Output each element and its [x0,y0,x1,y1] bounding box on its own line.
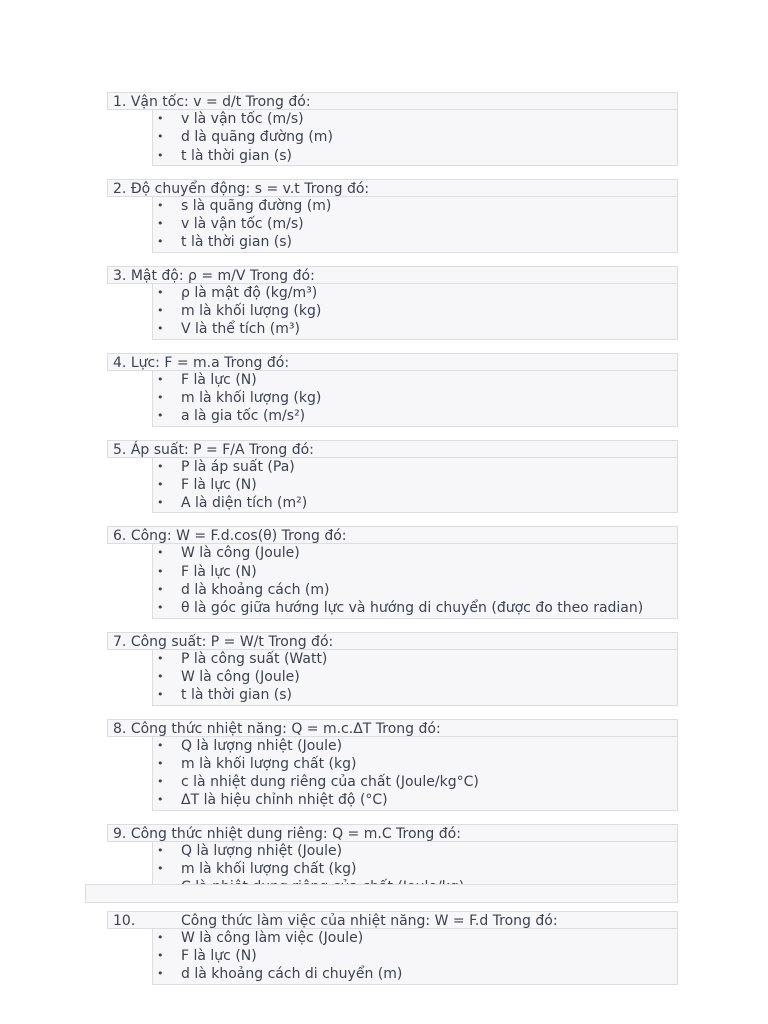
formula-item-1-definitions [152,109,678,166]
list-item: • d là quãng đường (m) [153,128,677,146]
list-item: • c là nhiệt dung riêng của chất (Joule/kg°C) [153,773,677,791]
formula-item-2-definitions [152,196,678,253]
item-number: 7. [113,633,127,650]
formula-item-4-definitions [152,370,678,427]
formula-item-10-definitions [152,928,678,985]
item-number: 5. [113,441,127,458]
item-title: Mật độ: ρ = m/V Trong đó: [130,267,315,284]
list-item: • v là vận tốc (m/s) [153,215,677,233]
list-item: • F là lực (N) [153,563,677,581]
list-item: • ρ là mật độ (kg/m³) [153,284,677,302]
list-item: • Q là lượng nhiệt (Joule) [153,737,677,755]
item-title: Công thức làm việc của nhiệt năng: W = F.d Trong đó: [181,912,558,929]
formula-item-9 [107,824,678,842]
item-number: 9. [113,825,127,842]
list-item: • V là thể tích (m³) [153,320,677,338]
formula-item-7 [107,632,678,650]
item-title: Lực: F = m.a Trong đó: [130,354,290,371]
formula-item-4 [107,353,678,371]
list-item: • m là khối lượng (kg) [153,302,677,320]
list-item: • d là khoảng cách di chuyển (m) [153,965,677,983]
item-title: Công thức nhiệt dung riêng: Q = m.C Trong đó: [130,825,461,842]
formula-item-6 [107,526,678,544]
list-item: • F là lực (N) [153,947,677,965]
formula-list [107,93,678,999]
item-number: 6. [113,528,127,545]
item-title: Vận tốc: v = d/t Trong đó: [130,94,311,110]
formula-item-8 [107,719,678,737]
list-item: • t là thời gian (s) [153,147,677,165]
formula-item-8-definitions [152,736,678,811]
list-item: • W là công làm việc (Joule) [153,929,677,947]
item-title: Công: W = F.d.cos(θ) Trong đó: [130,528,347,545]
list-item: • a là gia tốc (m/s²) [153,407,677,425]
formula-item-5 [107,440,678,458]
formula-item-5-definitions [152,457,678,514]
item-number: 4. [113,354,127,371]
formula-item-1 [107,92,678,110]
list-item: • t là thời gian (s) [153,233,677,251]
formula-item-7-definitions [152,649,678,706]
list-item: • A là diện tích (m²) [153,494,677,512]
item-title: Công thức nhiệt năng: Q = m.c.ΔT Trong đó: [130,720,441,737]
item-number: 8. [113,720,127,737]
formula-item-6-definitions [152,543,678,618]
list-item: • W là công (Joule) [153,668,677,686]
empty-trailing-row [85,884,678,903]
item-number: 10. [113,912,136,929]
list-item: • θ là góc giữa hướng lực và hướng di chuyển (được đo theo radian) [153,599,677,617]
list-item: • Q là lượng nhiệt (Joule) [153,842,677,860]
list-item: • t là thời gian (s) [153,686,677,704]
formula-item-10 [107,911,678,929]
list-item: • P là công suất (Watt) [153,650,677,668]
item-title: Độ chuyển động: s = v.t Trong đó: [130,180,370,197]
item-number: 2. [113,180,127,197]
formula-item-3 [107,266,678,284]
list-item: • ΔT là hiệu chỉnh nhiệt độ (°C) [153,791,677,809]
item-number: 3. [113,267,127,284]
list-item: • P là áp suất (Pa) [153,458,677,476]
item-title: Áp suất: P = F/A Trong đó: [130,441,314,458]
list-item: • d là khoảng cách (m) [153,581,677,599]
list-item: • m là khối lượng (kg) [153,389,677,407]
item-number: 1. [113,94,127,110]
formula-item-2 [107,179,678,197]
list-item: • s là quãng đường (m) [153,197,677,215]
item-title: Công suất: P = W/t Trong đó: [130,633,334,650]
list-item: • W là công (Joule) [153,544,677,562]
list-item: • v là vận tốc (m/s) [153,110,677,128]
list-item: • m là khối lượng chất (kg) [153,755,677,773]
list-item: • F là lực (N) [153,476,677,494]
list-item: • m là khối lượng chất (kg) [153,860,677,878]
list-item: • F là lực (N) [153,371,677,389]
formula-item-3-definitions [152,283,678,340]
